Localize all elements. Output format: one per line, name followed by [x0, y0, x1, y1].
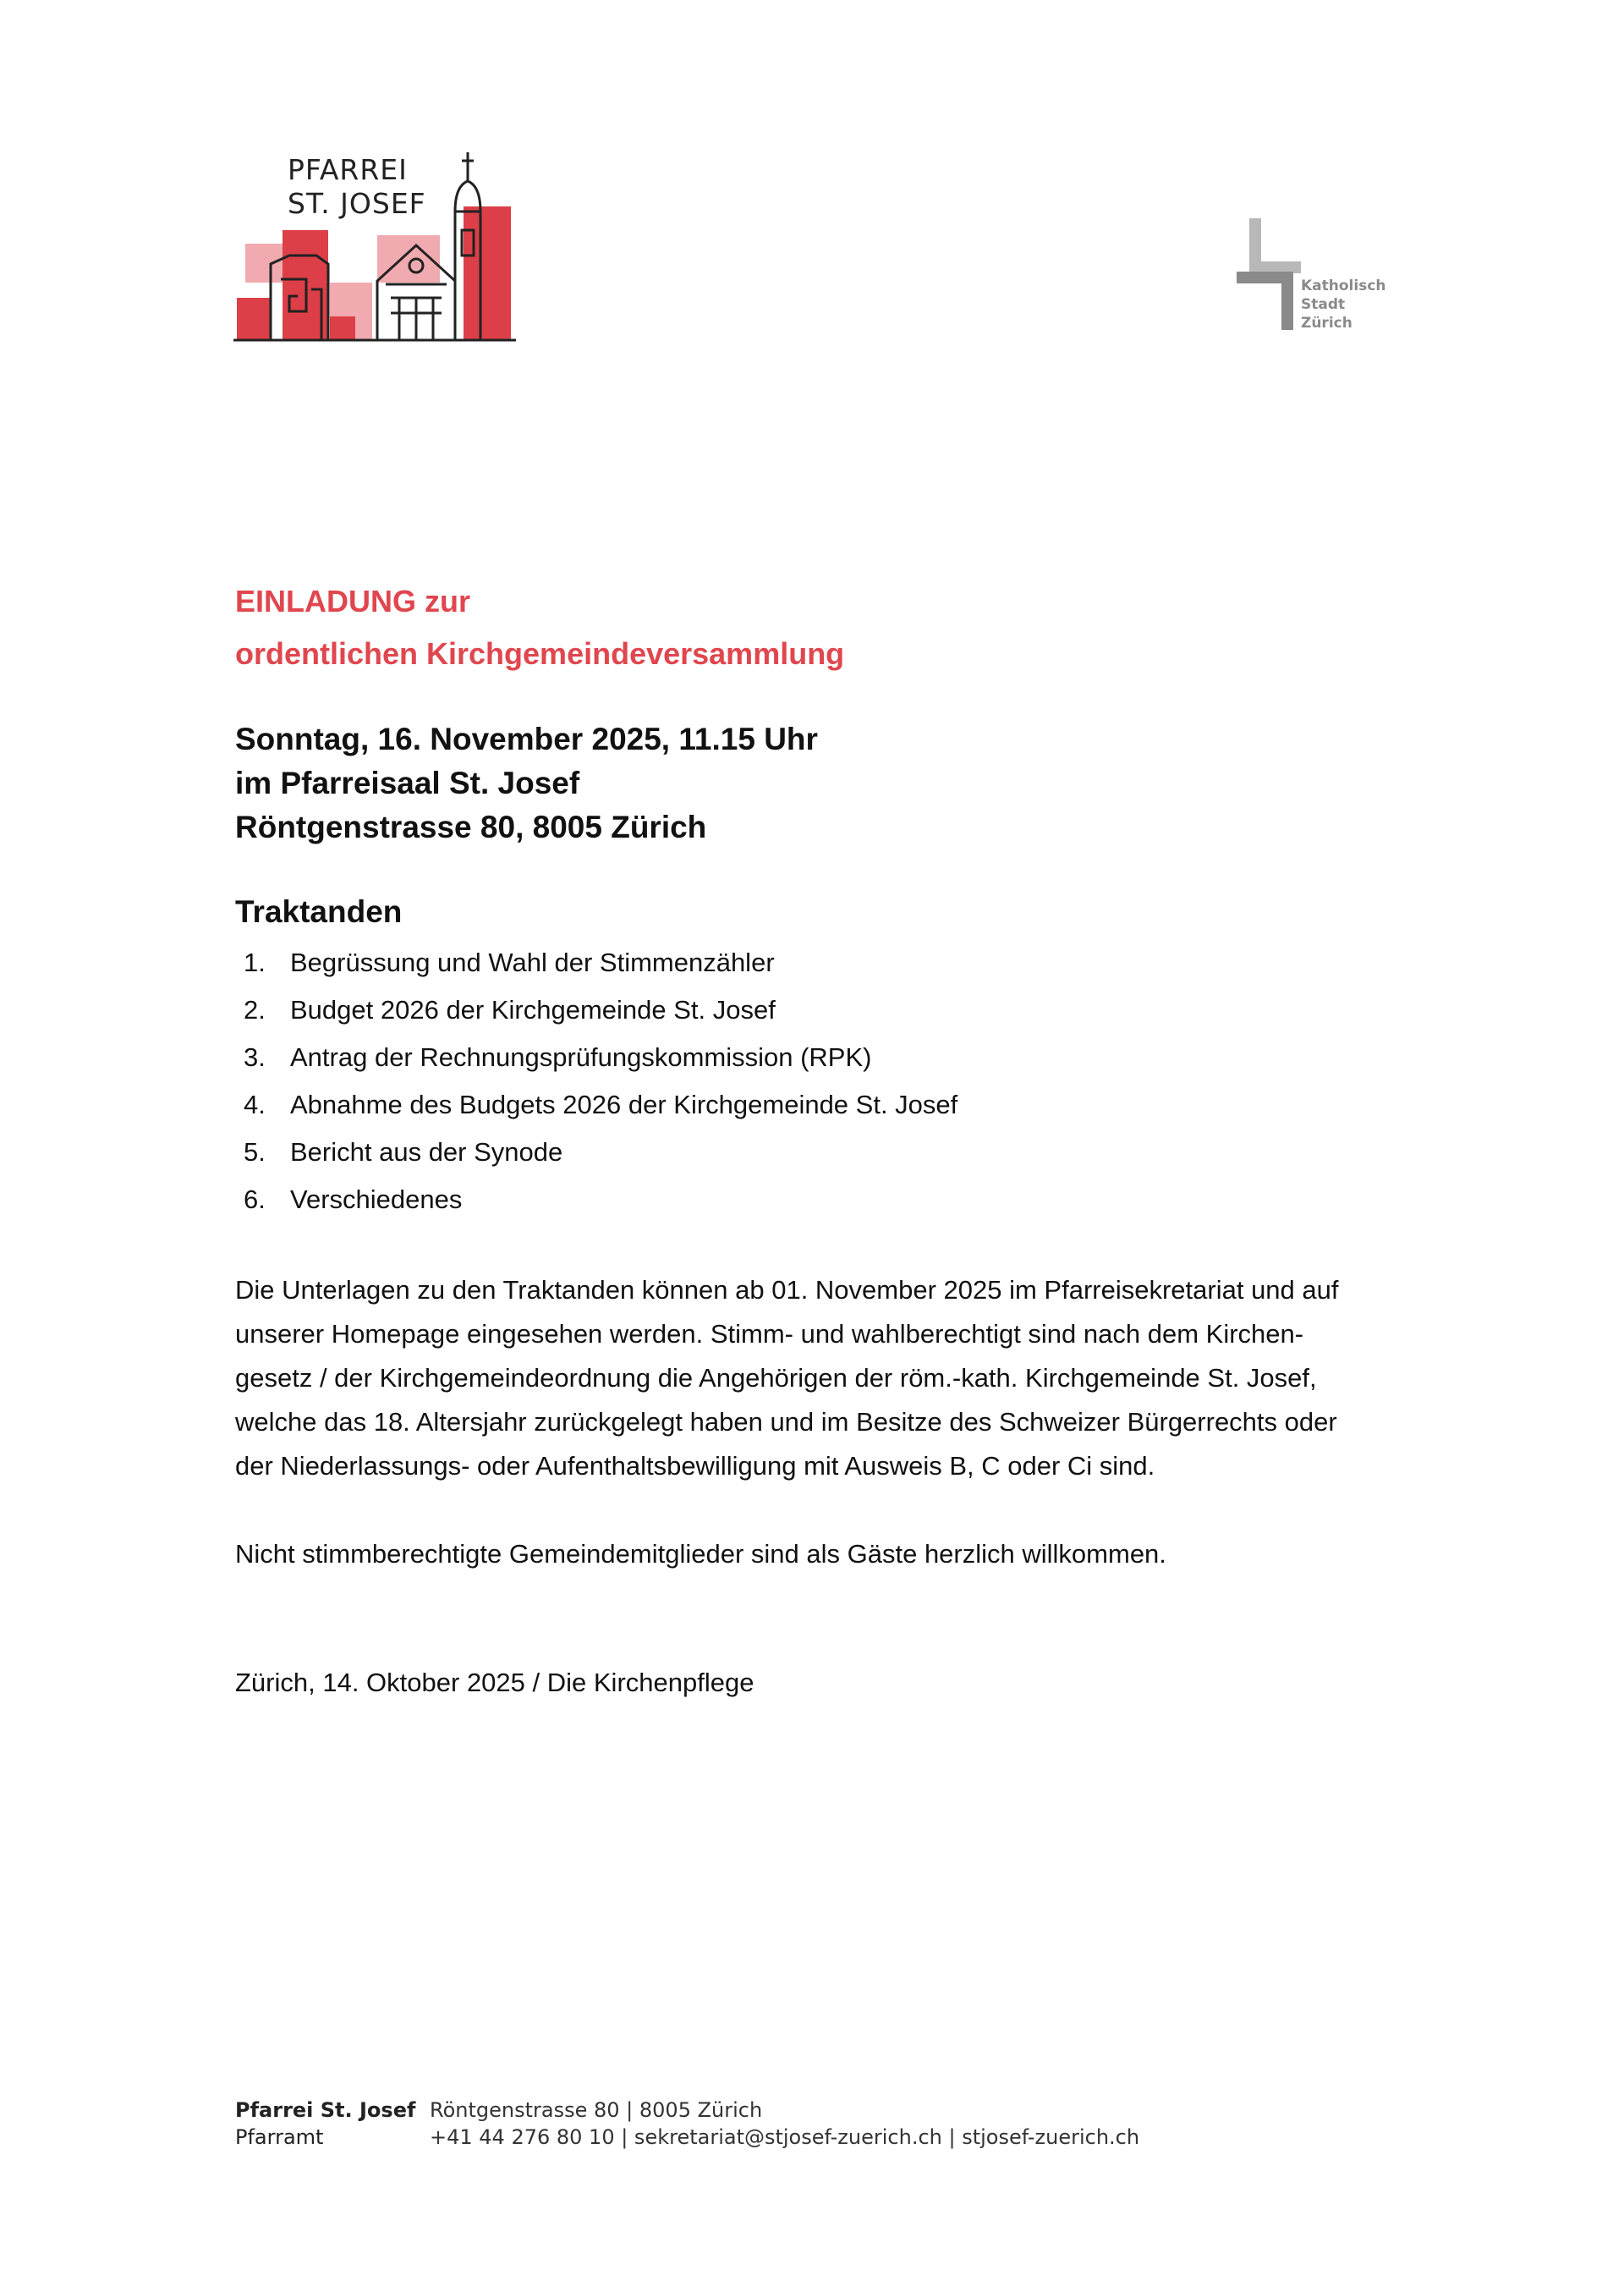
event-address: Röntgenstrasse 80, 8005 Zürich: [235, 810, 707, 844]
info-paragraph: [235, 1268, 1419, 1488]
agenda-item-text: Begrüssung und Wahl der Stimmenzähler: [290, 948, 775, 977]
paragraph-line: Die Unterlagen zu den Traktanden können ab 01. November 2025 im Pfarreisekretariat und auf: [235, 1275, 1339, 1305]
footer-dept: Pfarramt: [235, 2125, 324, 2149]
logo-line-stadt: Stadt: [1301, 296, 1346, 313]
agenda-item-text: Antrag der Rechnungsprüfungskommission (RPK): [290, 1042, 872, 1072]
logo-line-st-josef: ST. JOSEF: [288, 187, 426, 220]
logo-line-katholisch: Katholisch: [1301, 278, 1386, 294]
pfarrei-logo: [233, 137, 516, 342]
logo-line-pfarrei: PFARREI: [288, 153, 408, 186]
agenda-item-number: 3.: [244, 1042, 266, 1072]
footer-org: Pfarrei St. Josef: [235, 2098, 416, 2122]
footer-contact: +41 44 276 80 10 | sekretariat@stjosef-zuerich.ch | stjosef-zuerich.ch: [430, 2125, 1140, 2149]
agenda-item-number: 6.: [244, 1184, 266, 1214]
title-line-1: EINLADUNG zur: [235, 584, 470, 618]
logo-line-zuerich: Zürich: [1301, 315, 1352, 332]
footer-org-name: [235, 2097, 430, 2124]
footer-address: Röntgenstrasse 80 | 8005 Zürich: [430, 2098, 763, 2122]
agenda-item-text: Abnahme des Budgets 2026 der Kirchgemeinde St. Josef: [290, 1090, 958, 1119]
paragraph-line: welche das 18. Altersjahr zurückgelegt haben und im Besitze des Schweizer Bürgerrechts oder: [235, 1407, 1337, 1437]
cross-mark-icon: [1233, 213, 1301, 332]
guests-welcome-text: Nicht stimmberechtigte Gemeindemitglieder sind als Gäste herzlich willkommen.: [235, 1539, 1166, 1569]
event-date-time: Sonntag, 16. November 2025, 11.15 Uhr: [235, 722, 818, 756]
agenda-item-number: 1.: [244, 948, 266, 977]
agenda-item-text: Verschiedenes: [290, 1184, 463, 1214]
katholisch-stadt-zuerich-logo: [1233, 213, 1411, 332]
agenda-item-text: Budget 2026 der Kirchgemeinde St. Josef: [290, 995, 776, 1025]
agenda-item-text: Bericht aus der Synode: [290, 1137, 563, 1167]
title-line-2: ordentlichen Kirchgemeindeversammlung: [235, 636, 845, 671]
paragraph-line: gesetz / der Kirchgemeindeordnung die Angehörigen der röm.-kath. Kirchgemeinde St. Josef,: [235, 1363, 1317, 1393]
agenda-item-number: 5.: [244, 1137, 266, 1167]
paragraph-line: unserer Homepage eingesehen werden. Stimm- und wahlberechtigt sind nach dem Kirchen-: [235, 1319, 1304, 1349]
signature-line: Zürich, 14. Oktober 2025 / Die Kirchenpflege: [235, 1668, 754, 1697]
agenda-item-number: 4.: [244, 1090, 266, 1119]
agenda-heading: Traktanden: [235, 894, 403, 929]
agenda-item-number: 2.: [244, 995, 266, 1025]
paragraph-line: der Niederlassungs- oder Aufenthaltsbewilligung mit Ausweis B, C oder Ci sind.: [235, 1451, 1155, 1481]
event-location: im Pfarreisaal St. Josef: [235, 766, 580, 800]
